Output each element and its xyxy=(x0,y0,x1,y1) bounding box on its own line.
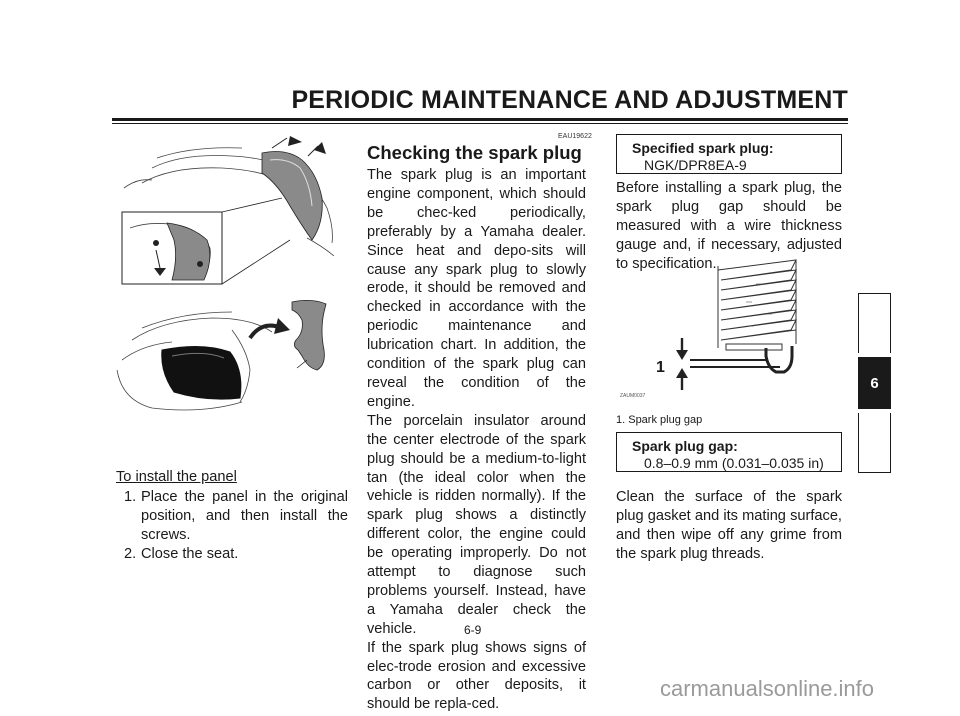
header-rule-thin xyxy=(112,123,848,124)
page-header-title: PERIODIC MAINTENANCE AND ADJUSTMENT xyxy=(291,86,848,114)
step-number: 2. xyxy=(124,545,137,562)
paragraph: The spark plug is an important engine component, which should be chec-ked periodically, preferably by a Yamaha dealer. Since heat and depo-sits will cause any spark plug to slowly erode, it should be removed and checked in accordance with the periodic maintenance and lubrication chart. In addition, the condition of the spark plug can reveal the condition of the engine. xyxy=(367,167,586,410)
spec-value: 0.8–0.9 mm (0.031–0.035 in) xyxy=(644,455,824,471)
clean-surface-paragraph: Clean the surface of the spark plug gasket and its mating surface, and then wipe off any grime from the spark plug threads. xyxy=(616,489,842,562)
chapter-tab: 6 xyxy=(858,357,891,409)
install-steps-list xyxy=(116,488,348,564)
step-text: Place the panel in the original position, and then install the screws. xyxy=(141,489,348,543)
panel-install-illustration xyxy=(112,290,348,416)
chapter-tab-frame-top xyxy=(858,293,891,353)
panel-removal-illustration xyxy=(112,128,348,286)
spec-label: Specified spark plug: xyxy=(632,140,774,156)
step-number: 1. xyxy=(124,489,137,505)
spark-plug-gap-diagram xyxy=(616,256,806,401)
header-rule-thick xyxy=(112,118,848,121)
spec-label: Spark plug gap: xyxy=(632,438,738,454)
install-panel-heading: To install the panel xyxy=(116,469,237,485)
page-number: 6-9 xyxy=(464,623,482,637)
spec-box-spark-plug xyxy=(616,134,842,174)
gap-callout-label: 1 xyxy=(656,359,665,376)
install-step xyxy=(116,545,348,564)
watermark: carmanualsonline.info xyxy=(660,676,875,701)
measure-gap-paragraph: Before installing a spark plug, the spark plug gap should be measured with a wire thickness gauge and, if necessary, adjusted to specification. xyxy=(616,180,842,272)
chapter-tab-frame-bottom xyxy=(858,413,891,473)
section-code: EAU19622 xyxy=(558,133,592,140)
spec-value: NGK/DPR8EA-9 xyxy=(644,157,747,173)
paragraph: The porcelain insulator around the center electrode of the spark plug should be a medium-to-light tan (the ideal color when the vehicle is ridden normally). If the spark plug shows a distinctly different color, the engine could be operating improperly. Do not attempt to diagnose such problems yourself. Instead, have a Yamaha dealer check the vehicle. xyxy=(367,412,586,637)
section-title: Checking the spark plug xyxy=(367,142,582,163)
install-step xyxy=(116,488,348,545)
step-text: Close the seat. xyxy=(141,545,239,562)
diagram-caption: 1. Spark plug gap xyxy=(616,414,703,426)
spec-box-gap xyxy=(616,432,842,472)
paragraph: If the spark plug shows signs of elec-trode erosion and excessive carbon or other deposits, it should be repla-ced. xyxy=(367,639,586,713)
diagram-code: ZAUM0037 xyxy=(620,393,646,399)
